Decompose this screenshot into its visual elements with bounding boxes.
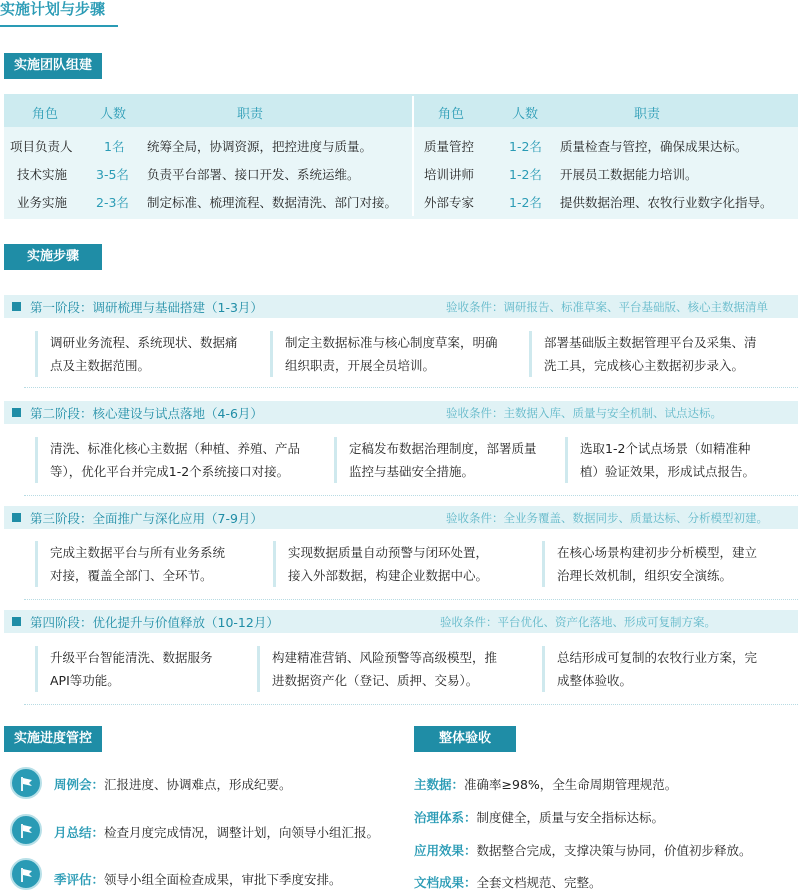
phase-item [334, 437, 554, 483]
item-line: 监控与基础安全措施。 [349, 464, 475, 479]
phase-2-acceptance: 验收条件：主数据入库、质量与安全机制、试点达标。 [446, 406, 722, 420]
duty-cell: 统筹全局，协调资源，把控进度与质量。 [147, 139, 373, 154]
phase-4-acceptance: 验收条件：平台优化、资产化落地、形成可复制方案。 [440, 615, 716, 629]
duty-cell: 负责平台部署、接口开发、系统运维。 [147, 167, 360, 182]
phase-item [529, 331, 779, 377]
flag-icon [10, 814, 42, 846]
title-underline [0, 25, 118, 27]
control-text: 领导小组全面检查成果，审批下季度安排。 [104, 872, 342, 887]
acceptance-text: 准确率≥98%，全生命周期管理规范。 [464, 777, 678, 792]
flag-icon [10, 767, 42, 799]
phase-4-title: 第四阶段：优化提升与价值释放（10-12月） [30, 615, 279, 630]
acceptance-item [414, 775, 677, 793]
role-cell: 外部专家 [424, 195, 475, 210]
item-line: 清洗、标准化核心主数据（种植、养殖、产品 [50, 441, 301, 456]
header-duty-left: 职责 [237, 107, 264, 122]
phase-1-title: 第一阶段：调研梳理与基础搭建（1-3月） [30, 300, 263, 315]
item-line: 对接，覆盖全部门、全环节。 [50, 568, 213, 583]
item-line: 选取1-2个试点场景（如精准种 [580, 441, 751, 456]
item-line: 升级平台智能清洗、数据服务 [50, 650, 213, 665]
flag-icon [10, 858, 42, 890]
phase-item [35, 437, 320, 483]
acceptance-key: 主数据： [414, 777, 465, 792]
item-line: 等），优化平台并完成1-2个系统接口对接。 [50, 464, 290, 479]
count-cell: 2-3名 [96, 195, 129, 210]
control-key: 月总结： [54, 825, 105, 840]
phase-item [35, 331, 255, 377]
item-line: 点及主数据范围。 [50, 358, 151, 373]
phase-2-title: 第二阶段：核心建设与试点落地（4-6月） [30, 406, 263, 421]
control-key: 季评估： [54, 872, 105, 887]
acceptance-text: 数据整合完成，支撑决策与协同，价值初步释放。 [476, 843, 752, 858]
acceptance-item [414, 841, 752, 859]
duty-cell: 提供数据治理、农牧行业数字化指导。 [560, 195, 773, 210]
phase-item [270, 331, 520, 377]
phase-2-content [24, 434, 798, 496]
phase-item [35, 541, 255, 587]
item-line: 部署基础版主数据管理平台及采集、清 [544, 335, 757, 350]
item-line: 组织职责，开展全员培训。 [285, 358, 436, 373]
role-cell: 培训讲师 [424, 167, 475, 182]
item-line: 成整体验收。 [557, 673, 633, 688]
count-cell: 1-2名 [509, 167, 542, 182]
item-line: 构建精准营销、风险预警等高级模型，推 [272, 650, 498, 665]
square-bullet-icon [12, 302, 21, 311]
item-line: 在核心场景构建初步分析模型，建立 [557, 545, 758, 560]
count-cell: 3-5名 [96, 167, 129, 182]
team-section-label: 实施团队组建 [4, 53, 102, 79]
page-title-text: 实施计划与步骤 [0, 0, 106, 18]
control-key: 周例会： [54, 777, 105, 792]
item-line: 实现数据质量自动预警与闭环处置， [288, 545, 489, 560]
page-title [0, 0, 118, 26]
phase-item [257, 646, 517, 692]
duty-cell: 质量检查与管控，确保成果达标。 [560, 139, 748, 154]
acceptance-key: 文档成果： [414, 875, 477, 890]
control-text: 检查月度完成情况，调整计划，向领导小组汇报。 [104, 825, 380, 840]
square-bullet-icon [12, 513, 21, 522]
acceptance-key: 治理体系： [414, 810, 477, 825]
count-cell: 1名 [104, 139, 125, 154]
header-count-right: 人数 [512, 107, 539, 122]
control-item-monthly [54, 823, 379, 841]
header-duty-right: 职责 [634, 107, 661, 122]
acceptance-item [414, 873, 602, 891]
header-role-left: 角色 [32, 107, 59, 122]
count-cell: 1-2名 [509, 195, 542, 210]
item-line: 接入外部数据，构建企业数据中心。 [288, 568, 489, 583]
item-line: 定稿发布数据治理制度，部署质量 [349, 441, 537, 456]
phase-item [542, 646, 782, 692]
phase-item [565, 437, 785, 483]
role-cell: 技术实施 [17, 167, 68, 182]
phase-3-content [24, 538, 798, 600]
team-table [4, 94, 798, 219]
header-count-left: 人数 [100, 107, 127, 122]
phase-item [542, 541, 782, 587]
item-line: 总结形成可复制的农牧行业方案，完 [557, 650, 758, 665]
phase-1-content [24, 328, 798, 388]
phase-3-header [4, 506, 798, 529]
acceptance-key: 应用效果： [414, 843, 477, 858]
square-bullet-icon [12, 408, 21, 417]
duty-cell: 开展员工数据能力培训。 [560, 167, 698, 182]
role-cell: 业务实施 [17, 195, 68, 210]
item-line: 调研业务流程、系统现状、数据痛 [50, 335, 238, 350]
acceptance-text: 全套文档规范、完整。 [476, 875, 602, 890]
control-item-weekly [54, 775, 292, 793]
header-role-right: 角色 [438, 107, 465, 122]
item-line: 进数据资产化（登记、质押、交易）。 [272, 673, 479, 688]
control-text: 汇报进度、协调难点，形成纪要。 [104, 777, 292, 792]
count-cell: 1-2名 [509, 139, 542, 154]
phase-item [273, 541, 533, 587]
control-item-quarterly [54, 870, 342, 888]
item-line: 植）验证效果，形成试点报告。 [580, 464, 756, 479]
item-line: 洗工具，完成核心主数据初步录入。 [544, 358, 745, 373]
phase-3-title: 第三阶段：全面推广与深化应用（7-9月） [30, 511, 263, 526]
phase-item [35, 646, 255, 692]
acceptance-text: 制度健全，质量与安全指标达标。 [476, 810, 665, 825]
team-table-divider [412, 96, 414, 216]
item-line: API等功能。 [50, 673, 120, 688]
steps-section-label: 实施步骤 [4, 244, 102, 270]
control-section-label: 实施进度管控 [4, 726, 102, 752]
phase-4-header [4, 610, 798, 633]
phase-4-content [24, 643, 798, 705]
role-cell: 质量管控 [424, 139, 475, 154]
team-table-header [4, 94, 798, 127]
item-line: 治理长效机制，组织安全演练。 [557, 568, 733, 583]
item-line: 完成主数据平台与所有业务系统 [50, 545, 226, 560]
duty-cell: 制定标准、梳理流程、数据清洗、部门对接。 [147, 195, 398, 210]
phase-1-header [4, 295, 798, 318]
acceptance-item [414, 808, 664, 826]
acceptance-section-label: 整体验收 [414, 726, 516, 752]
phase-3-acceptance: 验收条件：全业务覆盖、数据同步、质量达标、分析模型初建。 [446, 511, 768, 525]
phase-1-acceptance: 验收条件：调研报告、标准草案、平台基础版、核心主数据清单 [446, 300, 768, 314]
phase-2-header [4, 401, 798, 424]
item-line: 制定主数据标准与核心制度草案，明确 [285, 335, 498, 350]
square-bullet-icon [12, 617, 21, 626]
role-cell: 项目负责人 [10, 139, 73, 154]
